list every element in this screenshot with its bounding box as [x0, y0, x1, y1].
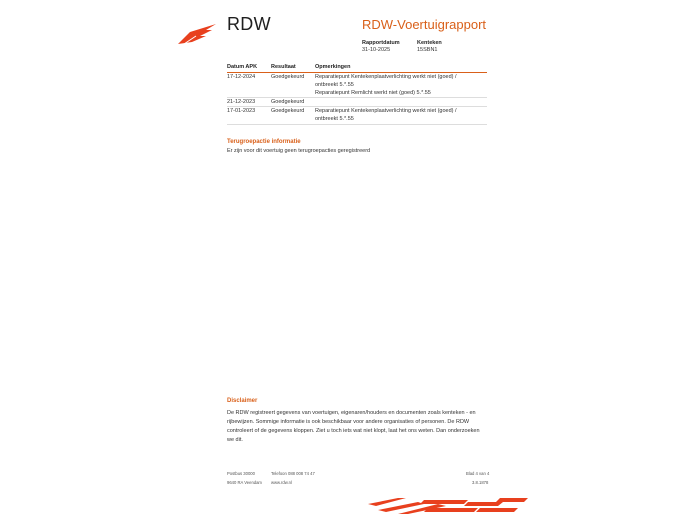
row-1-date: 17-12-2024 — [227, 74, 256, 80]
report-title: RDW-Voertuigrapport — [362, 17, 487, 32]
kenteken-value: 15SBN1 — [417, 47, 438, 53]
footer-website[interactable]: www.rdw.nl — [271, 480, 292, 485]
kenteken-label: Kenteken — [417, 40, 442, 46]
brand-name: RDW — [227, 14, 271, 34]
row-1-result: Goedgekeurd — [271, 74, 305, 80]
footer-postbus: Postbus 30000 — [227, 471, 255, 476]
disclaimer-line: De RDW registreert gegevens van voertuigen, eigenaren/houders en documenten zoals kenteken - en — [227, 410, 476, 416]
row-divider — [227, 124, 487, 125]
disclaimer-line: we dit. — [227, 437, 243, 443]
column-header-result: Resultaat — [271, 64, 296, 70]
row-2-date: 21-12-2023 — [227, 99, 256, 105]
row-1-remark-line: Reparatiepunt Remlicht werkt niet (goed) 5.*.55 — [315, 90, 431, 96]
row-divider — [227, 97, 487, 98]
footer-page: Blad 4 van 4 — [466, 471, 490, 476]
footer-telefoon: Telefoon 088 008 74 47 — [271, 471, 315, 476]
recall-title: Terugroepactie informatie — [227, 139, 301, 145]
row-3-result: Goedgekeurd — [271, 108, 305, 114]
disclaimer-line: rijbewijzen. Sommige informatie is ook beschikbaar voor andere organisaties of personen. De RDW — [227, 419, 470, 425]
footer-code: 3.8.1878 — [472, 480, 489, 485]
row-3-remark-line: Reparatiepunt Kentekenplaatverlichting werkt niet (goed) / — [315, 108, 457, 114]
row-1-remark-line: Reparatiepunt Kentekenplaatverlichting werkt niet (goed) / — [315, 74, 457, 80]
column-header-date: Datum APK — [227, 64, 258, 70]
decorative-stripes-icon — [368, 496, 528, 514]
row-3-date: 17-01-2023 — [227, 108, 256, 114]
row-3-remark-line: ontbreekt 5.*.55 — [315, 116, 354, 122]
column-header-remarks: Opmerkingen — [315, 64, 351, 70]
recall-text: Er zijn voor dit voertuig geen terugroepacties geregistreerd — [227, 148, 371, 154]
rapportdatum-label: Rapportdatum — [362, 40, 400, 46]
rdw-logo-icon — [176, 22, 220, 46]
disclaimer-line: controleert of de gegevens kloppen. Ziet u toch iets wat niet klopt, laat het ons weten. Dan onderzoeken — [227, 428, 480, 434]
row-2-result: Goedgekeurd — [271, 99, 305, 105]
row-1-remark-line: ontbreekt 5.*.55 — [315, 82, 354, 88]
rapportdatum-value: 31-10-2025 — [362, 47, 391, 53]
footer-city: 9640 RA Veendam — [227, 480, 262, 485]
disclaimer-title: Disclaimer — [227, 398, 258, 404]
